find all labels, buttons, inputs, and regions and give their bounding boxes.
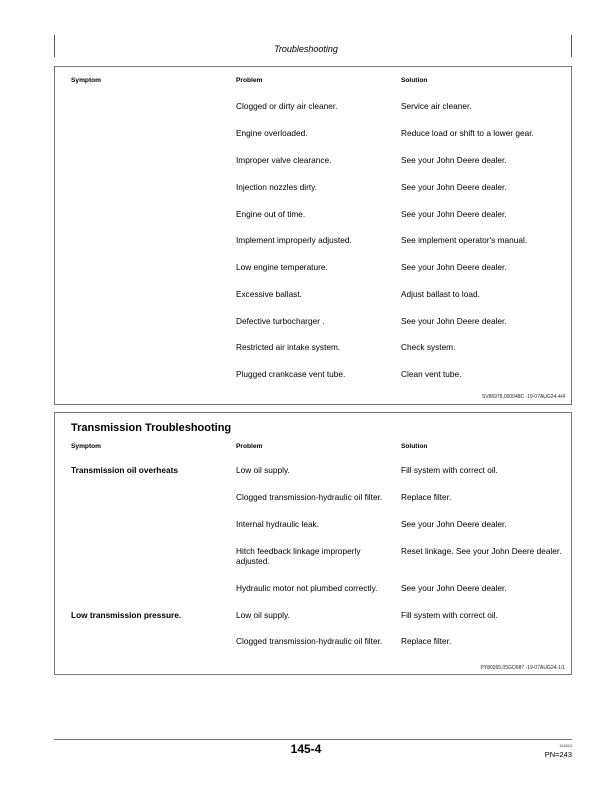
- col-head-symptom: Symptom: [71, 77, 102, 84]
- solution-cell: Fill system with correct oil.: [401, 465, 498, 475]
- solution-cell: See your John Deere dealer.: [401, 155, 507, 165]
- transmission-troubleshooting-table: [54, 412, 572, 675]
- problem-cell: Improper valve clearance.: [236, 155, 332, 165]
- part-page-number: PN=243: [544, 750, 572, 759]
- problem-cell: Defective turbocharger .: [236, 316, 325, 326]
- page-header-title: Troubleshooting: [274, 44, 338, 54]
- col-head-solution: Solution: [401, 77, 428, 84]
- solution-cell: See your John Deere dealer.: [401, 583, 507, 593]
- symptom-cell: Transmission oil overheats: [71, 465, 178, 475]
- section-title: Transmission Troubleshooting: [71, 422, 232, 434]
- col-head-symptom: Symptom: [71, 443, 102, 450]
- problem-cell: Plugged crankcase vent tube.: [236, 369, 346, 379]
- troubleshooting-table-continued: [54, 66, 572, 405]
- page-number: 145-4: [290, 742, 322, 756]
- col-head-solution: Solution: [401, 443, 428, 450]
- problem-cell: Restricted air intake system.: [236, 342, 341, 352]
- solution-cell: Clean vent tube.: [401, 369, 462, 379]
- problem-cell: Hitch feedback linkage improperly adjusted.: [236, 546, 361, 566]
- problem-cell: Injection nozzles dirty.: [236, 182, 318, 192]
- symptom-cell: Low transmission pressure.: [71, 610, 182, 620]
- problem-cell: Clogged transmission-hydraulic oil filter.: [236, 636, 383, 646]
- solution-cell: Fill system with correct oil.: [401, 610, 498, 620]
- solution-cell: Check system.: [401, 342, 456, 352]
- footer-code: 111524: [559, 743, 572, 748]
- reference-code: PY80265,05GO987 -19-07AUG24-1/1: [480, 665, 565, 671]
- problem-cell: Excessive ballast.: [236, 289, 302, 299]
- solution-cell: See your John Deere dealer.: [401, 209, 507, 219]
- problem-cell: Low engine temperature.: [236, 262, 328, 272]
- problem-cell: Clogged or dirty air cleaner.: [236, 101, 338, 111]
- problem-cell: Hydraulic motor not plumbed correctly.: [236, 583, 378, 593]
- solution-cell: See your John Deere dealer.: [401, 519, 507, 529]
- problem-cell: Low oil supply.: [236, 465, 290, 475]
- solution-cell: Replace filter.: [401, 492, 452, 502]
- solution-cell: See implement operator's manual.: [401, 235, 528, 245]
- problem-cell: Engine overloaded.: [236, 128, 308, 138]
- solution-cell: See your John Deere dealer.: [401, 316, 507, 326]
- problem-cell: Engine out of time.: [236, 209, 306, 219]
- problem-cell: Implement improperly adjusted.: [236, 235, 352, 245]
- solution-cell: Reduce load or shift to a lower gear.: [401, 128, 534, 138]
- solution-cell: Replace filter.: [401, 636, 452, 646]
- footer-rule: [54, 739, 572, 740]
- problem-cell: Clogged transmission-hydraulic oil filter.: [236, 492, 383, 502]
- solution-cell: Service air cleaner.: [401, 101, 472, 111]
- col-head-problem: Problem: [236, 77, 263, 84]
- problem-cell: Low oil supply.: [236, 610, 290, 620]
- reference-code: SV86979,000048C -19-07AUG24-4/4: [481, 394, 565, 400]
- col-head-problem: Problem: [236, 443, 263, 450]
- problem-cell: Internal hydraulic leak.: [236, 519, 320, 529]
- solution-cell: See your John Deere dealer.: [401, 182, 507, 192]
- solution-cell: Adjust ballast to load.: [401, 289, 480, 299]
- solution-cell: See your John Deere dealer.: [401, 262, 507, 272]
- solution-cell: Reset linkage. See your John Deere dealer.: [401, 546, 562, 556]
